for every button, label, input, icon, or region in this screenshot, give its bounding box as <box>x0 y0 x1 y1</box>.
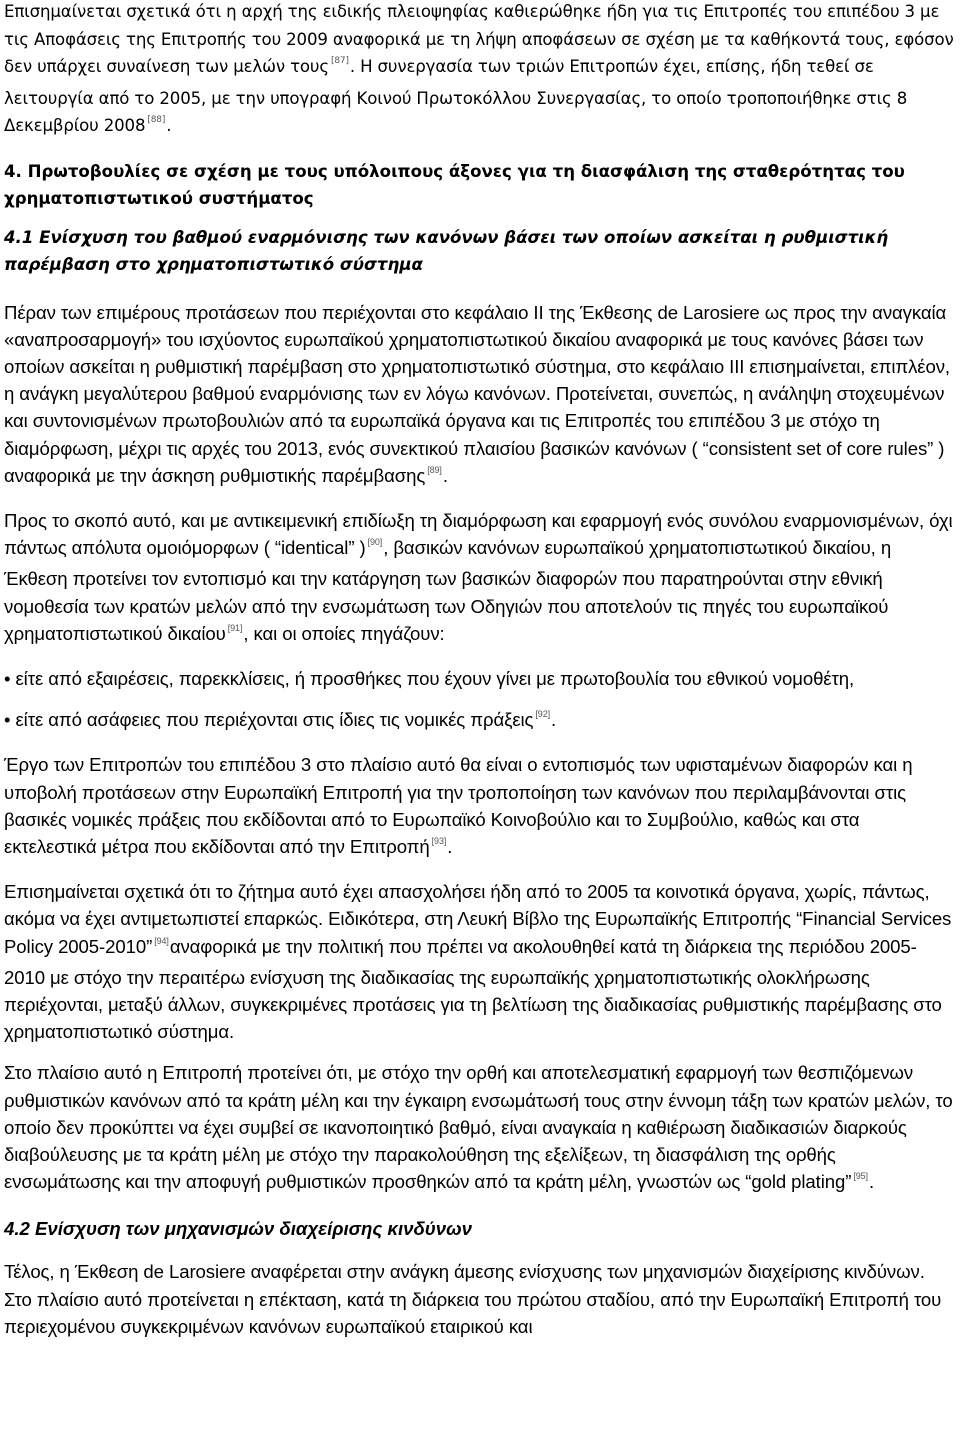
text: αναφορικά με την πολιτική που πρέπει να ακολουθηθεί κατά τη διάρκεια της περιόδου 2005-2010 με στόχο την περαιτέρω ενίσχυση της διαδικασίας της ευρωπαϊκής χρηματοπιστωτικής ολοκλήρωσης περιέχονται, μεταξύ άλλων, συγκεκριμένες προτάσεις για τη βελτίωση της διαδικασίας ρυθμιστικής παρέμβασης στο χρηματοπιστωτικό σύστημα. <box>4 935 942 1043</box>
list-item <box>4 706 956 737</box>
footnote-ref-88[interactable]: [88] <box>147 115 166 125</box>
section-heading-4-1: 4.1 Ενίσχυση του βαθμού εναρμόνισης των κανόνων βάσει των οποίων ασκείται η ρυθμιστική παρέμβαση στο χρηματοπιστωτικό σύστημα <box>4 227 889 274</box>
list-item: • είτε από εξαιρέσεις, παρεκκλίσεις, ή προσθήκες που έχουν γίνει με πρωτοβουλία του εθνικού νομοθέτη, <box>4 667 855 689</box>
paragraph-majority-principle <box>4 0 956 144</box>
footnote-ref-90[interactable]: [90] <box>367 537 383 548</box>
text: Έργο των Επιτροπών του επιπέδου 3 στο πλαίσιο αυτό θα είναι ο εντοπισμός των υφισταμένων διαφορών και η υποβολή προτάσεων στην Ευρωπαϊκή Επιτροπή για την τροποποίηση των κανόνων που περιλαμβάνονται στις βασικές νομικές πράξεις που εκδίδονται από το Ευρωπαϊκό Κοινοβούλιο και το Συμβούλιο, καθώς και στα εκτελεστικά μέτρα που εκδίδονται από την Επιτροπή <box>4 754 913 857</box>
text: Πέραν των επιμέρους προτάσεων που περιέχονται στο κεφάλαιο ΙΙ της Έκθεσης de Larosiere ως προς την αναγκαία «αναπροσαρμογή» του ισχύοντος ευρωπαϊκού χρηματοπιστωτικού δικαίου αναφορικά με τους κανόνες βάσει των οποίων ασκείται η ρυθμιστική παρέμβαση στο χρηματοπιστωτικό σύστημα, στο κεφάλαιο ΙΙΙ επισημαίνεται, επιπλέον, η ανάγκη μεγαλύτερου βαθμού εναρμόνισης των εν λόγω κανόνων. Προτείνεται, συνεπώς, η ανάληψη στοχευμένων και συντονισμένων πρωτοβουλιών από τα ευρωπαϊκά όργανα και τις Επιτροπές του επιπέδου 3 με στόχο τη διαμόρφωση, μέχρι τις αρχές του 2013, ενός συνεκτικού πλαισίου βασικών κανόνων ( “consistent set of core rules” ) αναφορικά με την άσκηση ρυθμιστικής παρέμβασης <box>4 301 950 486</box>
text: Επισημαίνεται σχετικά ότι η αρχή της ειδικής πλειοψηφίας καθιερώθηκε ήδη για τις Επιτροπές του επιπέδου 3 με τις Αποφάσεις της Επιτροπής του 2009 αναφορικά με τη λήψη αποφάσεων σε σχέση με τα καθήκοντά τους, εφόσον δεν υπάρχει συναίνεση των μελών τους <box>4 2 954 76</box>
text: . Η συνεργασία των τριών Επιτροπών έχει, επίσης, ήδη τεθεί σε λειτουργία από το 2005, με την υπογραφή Κοινού Πρωτοκόλλου Συνεργασίας, το οποίο τροποποιήθηκε στις 8 Δεκεμβρίου 2008 <box>4 57 908 135</box>
text: Επισημαίνεται σχετικά ότι το ζήτημα αυτό έχει απασχολήσει ήδη από το 2005 τα κοινοτικά όργανα, χωρίς, πάντως, ακόμα να έχει αντιμετωπιστεί επαρκώς. Ειδικότερα, στη Λευκή Βίβλο της Ευρωπαϊκής Επιτροπής “Financial Services Policy 2005-2010” <box>4 881 952 957</box>
section-heading-4-2: 4.2 Ενίσχυση των μηχανισμών διαχείρισης κινδύνων <box>4 1218 473 1240</box>
section-heading-4: 4. Πρωτοβουλίες σε σχέση με τους υπόλοιπους άξονες για τη διασφάλιση της σταθερότητας του χρηματοπιστωτικού συστήματος <box>4 161 905 208</box>
text: • είτε από ασάφειες που περιέχονται στις ίδιες τις νομικές πράξεις <box>4 709 534 731</box>
paragraph-core-rules <box>4 507 956 651</box>
paragraph-larosiere-harmonisation <box>4 299 956 493</box>
footnote-ref-89[interactable]: [89] <box>427 464 442 475</box>
footnote-ref-87[interactable]: [87] <box>330 56 349 66</box>
footnote-ref-94[interactable]: [94] <box>154 935 169 946</box>
paragraph-gold-plating <box>4 1059 956 1199</box>
paragraph-risk-management: Τέλος, η Έκθεση de Larosiere αναφέρεται στην ανάγκη άμεσης ενίσχυσης των μηχανισμών διαχείρισης κινδύνων. Στο πλαίσιο αυτό προτείνεται η επέκταση, κατά τη διάρκεια του πρώτου σταδίου, από την Ευρωπαϊκή Επιτροπή του περιεχομένου συγκεκριμένων κανόνων ευρωπαϊκού εταιρικού και <box>4 1261 942 1337</box>
text: . <box>442 464 448 486</box>
text: . <box>166 116 172 135</box>
footnote-ref-93[interactable]: [93] <box>431 835 447 846</box>
text: , και οι οποίες πηγάζουν: <box>243 622 445 644</box>
footnote-ref-92[interactable]: [92] <box>535 709 551 720</box>
paragraph-level3-committees-task <box>4 751 956 864</box>
paragraph-white-paper <box>4 878 956 1045</box>
text: Προς το σκοπό αυτό, και με αντικειμενική επιδίωξη τη διαμόρφωση και εφαρμογή ενός συνόλου εναρμονισμένων, όχι πάντως απόλυτα ομοιόμορφων ( “identical” ) <box>4 509 953 559</box>
text: . <box>551 709 557 731</box>
footnote-ref-95[interactable]: [95] <box>853 1171 868 1182</box>
text: . <box>868 1171 875 1193</box>
text: . <box>447 835 453 857</box>
text: , βασικών κανόνων ευρωπαϊκού χρηματοπιστωτικού δικαίου, η Έκθεση προτείνει τον εντοπισμό και την κατάργηση των βασικών διαφορών που παρατηρούνται στην εθνική νομοθεσία των κρατών μελών από την ενσωμάτωση των Οδηγιών που αποτελούν τις πηγές του ευρωπαϊκού χρηματοπιστωτικού δικαίου <box>4 537 892 644</box>
text: Στο πλαίσιο αυτό η Επιτροπή προτείνει ότι, με στόχο την ορθή και αποτελεσματική εφαρμογή των θεσπιζόμενων ρυθμιστικών κανόνων από τα κράτη μέλη και την έγκαιρη ενσωμάτωσή τους στην έννομη τάξη των κρατών μελών, το οποίο δεν προκύπτει να έχει συμβεί σε ικανοποιητικό βαθμό, είναι αναγκαία η καθιέρωση διαδικασιών διαρκούς διαβούλευσης με τα κράτη μέλη με στόχο την παρακολούθηση της εξελίξεων, τη διασφάλιση της ορθής ενσωμάτωσης και την αποφυγή ρυθμιστικών προσθηκών από τα κράτη μέλη, γνωστών ως “gold plating” <box>4 1062 953 1193</box>
footnote-ref-91[interactable]: [91] <box>227 622 243 633</box>
